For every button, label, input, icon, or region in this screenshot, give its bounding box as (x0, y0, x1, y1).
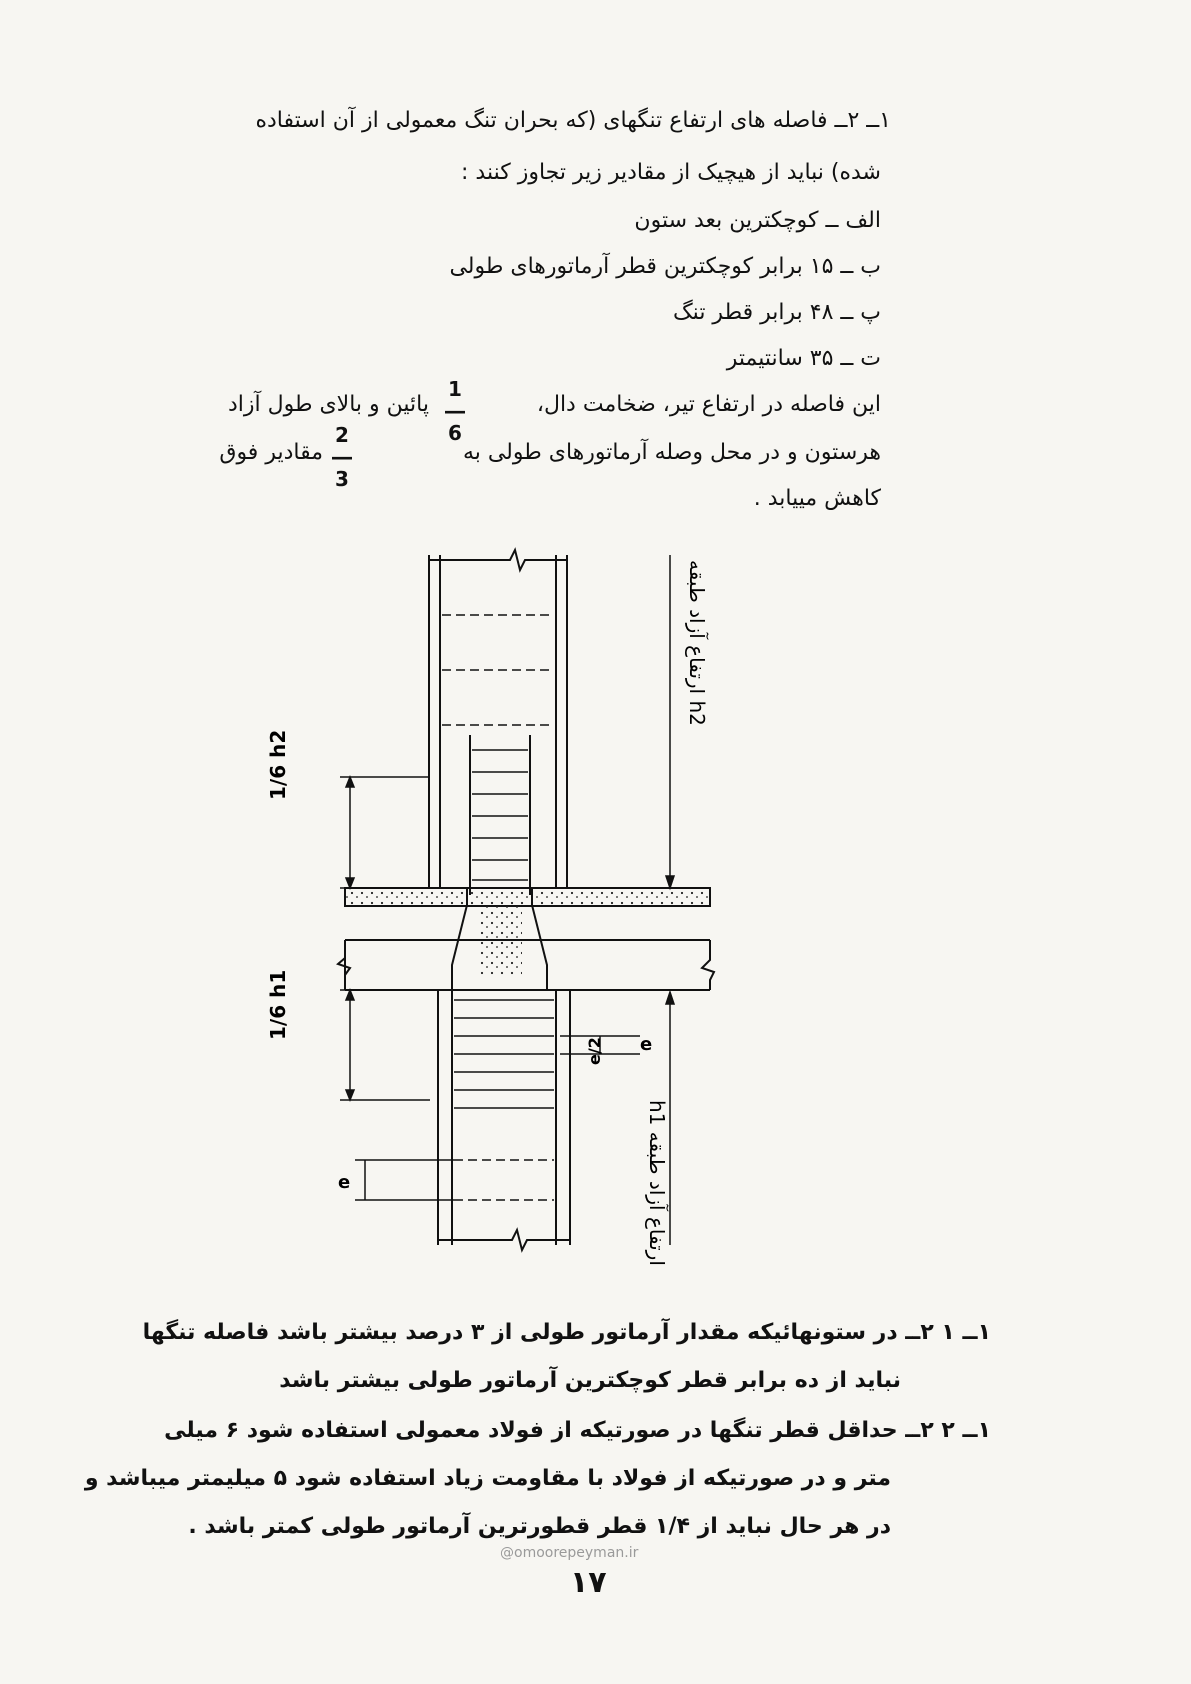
page-number: ۱۷ (570, 1565, 607, 1600)
upper-break-line (429, 550, 567, 570)
paragraph-1-line-7a: این فاصله در ارتفاع تیر، ضخامت دال، (536, 392, 881, 417)
lower-break-line (438, 1230, 570, 1250)
label-e-spacing: e (640, 1034, 653, 1055)
paragraph-2-line-2: نباید از ده برابر قطر کوچکترین آرماتور طولی بیشتر باشد (279, 1368, 901, 1393)
paragraph-2-line-4: متر و در صورتیکه از فولاد با مقاومت زیاد استفاده شود ۵ میلیمتر میباشد و (84, 1466, 891, 1491)
label-e-bottom: e (338, 1172, 351, 1193)
paragraph-1-line-7b: پائین و بالای طول آزاد (227, 392, 429, 417)
paragraph-1-line-2: شده) نباید از هیچیک از مقادیر زیر تجاوز کنند : (461, 160, 881, 185)
list-item-be: ب ــ ۱۵ برابر کوچکترین قطر آرماتورهای طولی (449, 254, 881, 279)
label-e-half: e/2 (585, 1037, 604, 1065)
beam-break-line (702, 940, 714, 990)
label-top-storey: ارتفاع آزاد طبقه h2 (685, 560, 709, 726)
paragraph-1-line-8a: هرستون و در محل وصله آرماتورهای طولی به (462, 440, 881, 465)
paragraph-2-line-1: ۱ــ ۱ ۲ــ در ستونهائیکه مقدار آرماتور طولی از ۳ درصد بیشتر باشد فاصله تنگها (142, 1320, 991, 1345)
label-h1-fraction: 1/6 h1 (266, 969, 290, 1040)
label-h2-fraction: 1/6 h2 (266, 729, 290, 800)
paragraph-1-line-1: ۱ــ ۲ــ فاصله های ارتفاع تنگهای (که بحران تنگ معمولی از آن استفاده (255, 108, 891, 133)
list-item-pe: پ ــ ۴۸ برابر قطر تنگ (672, 300, 881, 325)
list-item-te: ت ــ ۳۵ سانتیمتر (726, 346, 881, 371)
fraction-two-thirds: 2 ― 3 (332, 423, 352, 491)
slab (345, 888, 710, 906)
label-bottom-storey: h1 ارتفاع آزاد طبقه (645, 1100, 669, 1266)
paragraph-1-line-9: کاهش مییابد . (753, 486, 881, 511)
paragraph-2-line-5: در هر حال نباید از ۱/۴ قطر قطورترین آرماتور طولی کمتر باشد . (188, 1514, 891, 1539)
paragraph-2-line-3: ۱ــ ۲ ۲ــ حداقل قطر تنگها در صورتیکه از فولاد معمولی استفاده شود ۶ میلی (164, 1418, 991, 1443)
watermark: @omoorepeyman.ir (500, 1545, 639, 1561)
fraction-one-sixth: 1 ― 6 (445, 377, 465, 445)
list-item-alef: الف ــ کوچکترین بعد ستون (634, 208, 881, 233)
paragraph-1-line-8b: مقادیر فوق (219, 440, 323, 465)
